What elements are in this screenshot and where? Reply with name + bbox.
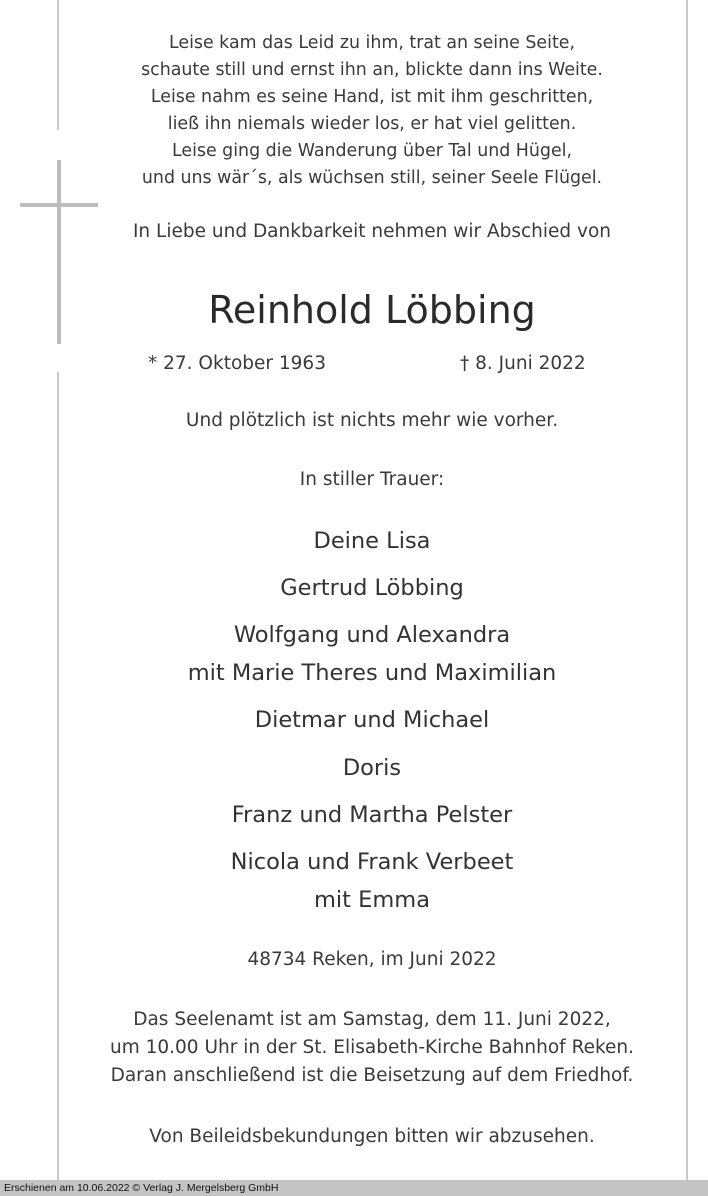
poem-line: schaute still und ernst ihn an, blickte dann ins Weite. [141, 60, 603, 80]
publication-footer [0, 1180, 708, 1196]
mourning-label: In stiller Trauer: [299, 469, 445, 490]
poem-line: Leise kam das Leid zu ihm, trat an seine Seite, [168, 33, 576, 53]
deceased-name: Reinhold Löbbing [208, 288, 536, 332]
mourner-entry: Gertrud Löbbing [280, 575, 464, 601]
poem-line: und uns wär´s, als wüchsen still, seiner Seele Flügel. [141, 168, 603, 188]
footer-text: Erschienen am 10.06.2022 © Verlag J. Mergelsberg GmbH [4, 1182, 279, 1194]
mourner-entry: mit Marie Theres und Maximilian [187, 660, 557, 686]
birth-date: * 27. Oktober 1963 [148, 353, 326, 374]
farewell-intro: In Liebe und Dankbarkeit nehmen wir Abschied von [132, 221, 612, 242]
poem [60, 30, 684, 192]
poem-line: Leise ging die Wanderung über Tal und Hügel, [171, 141, 573, 161]
poem-line: Leise nahm es seine Hand, ist mit ihm geschritten, [150, 87, 594, 107]
mourner-entry: Nicola und Frank Verbeet [230, 849, 514, 875]
mourner-entry: Wolfgang und Alexandra [233, 622, 511, 648]
frame-left-line-bottom [57, 372, 59, 1180]
service-info [60, 1006, 684, 1090]
mourner-entry: Dietmar und Michael [254, 707, 490, 733]
service-line: Daran anschließend ist die Beisetzung auf dem Friedhof. [110, 1065, 634, 1086]
death-date: † 8. Juni 2022 [460, 353, 586, 374]
frame-left-line-top [57, 0, 59, 130]
mourner-entry: Deine Lisa [313, 528, 431, 554]
mourner-entry: Franz und Martha Pelster [231, 802, 513, 828]
service-line: Das Seelenamt ist am Samstag, dem 11. Juni 2022, [133, 1009, 611, 1030]
slogan: Und plötzlich ist nichts mehr wie vorher. [185, 410, 559, 431]
mourner-entry: Doris [342, 755, 402, 781]
place-date: 48734 Reken, im Juni 2022 [247, 949, 497, 970]
mourner-entry: mit Emma [314, 887, 430, 913]
cross-horizontal-bar [20, 203, 98, 207]
poem-line: ließ ihn niemals wieder los, er hat viel gelitten. [167, 114, 577, 134]
condolence-note: Von Beileidsbekundungen bitten wir abzusehen. [149, 1126, 595, 1147]
service-line: um 10.00 Uhr in der St. Elisabeth-Kirche Bahnhof Reken. [109, 1037, 635, 1058]
frame-right-line [686, 0, 688, 1180]
